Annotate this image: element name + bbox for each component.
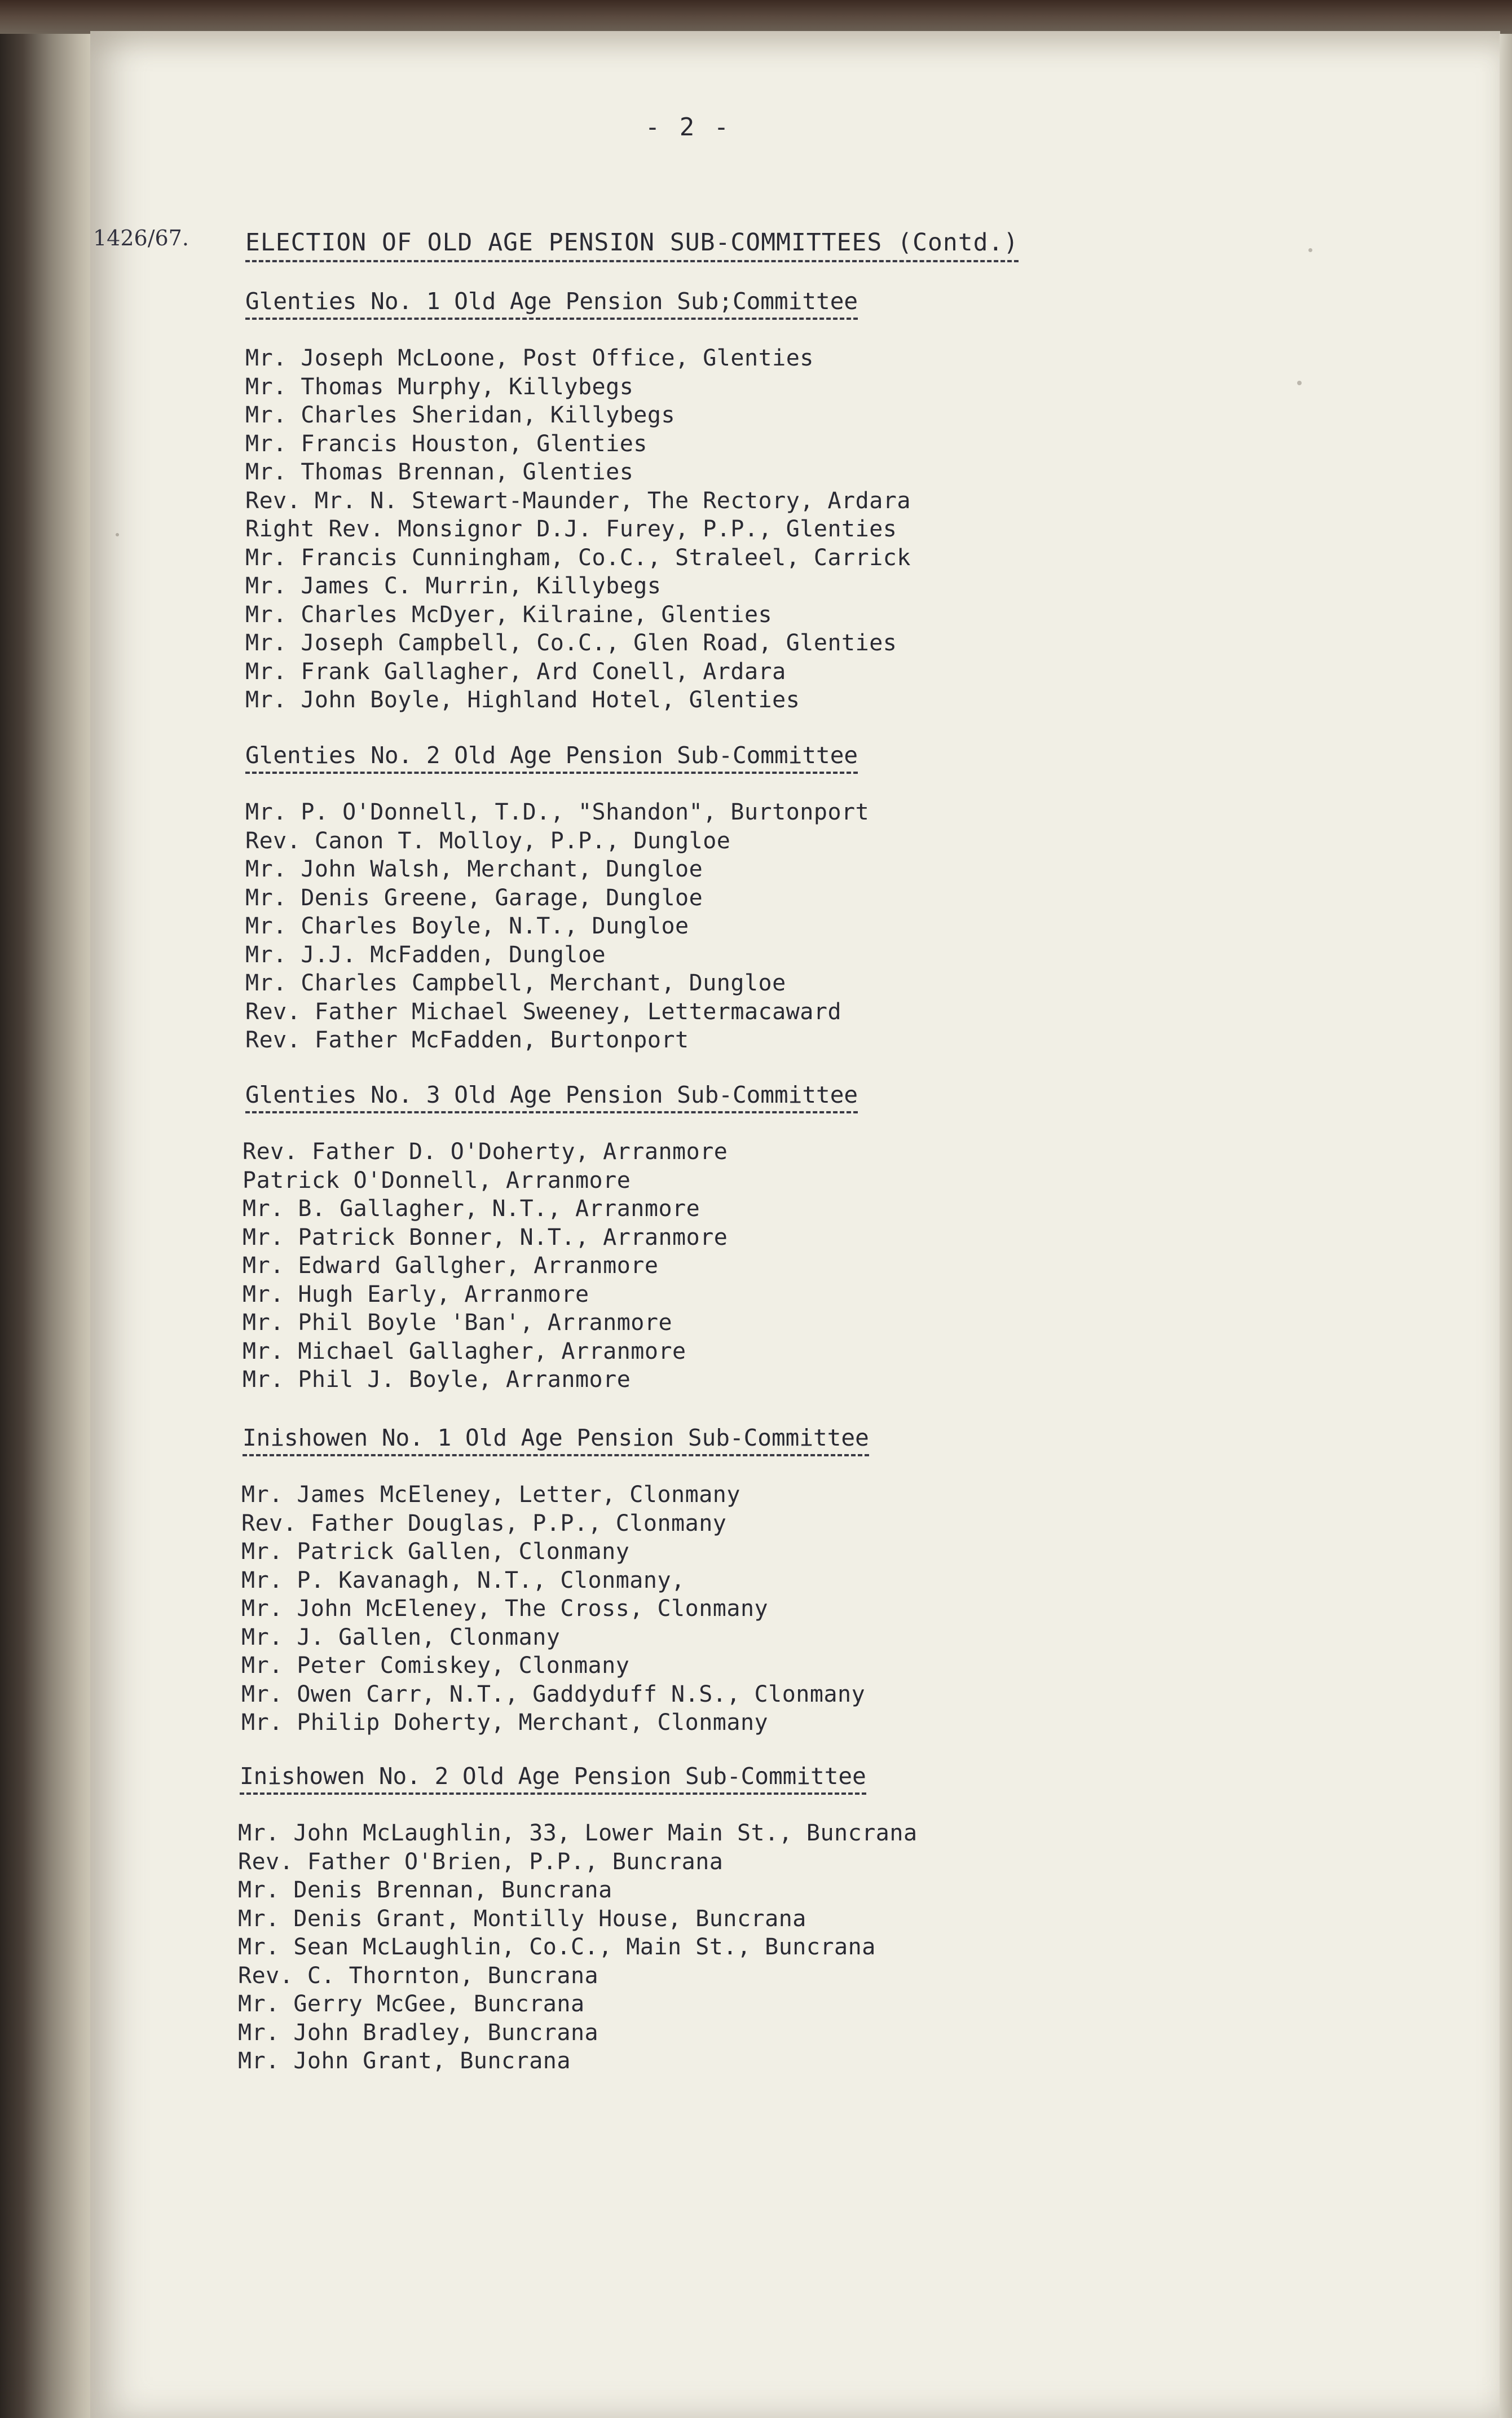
list-item: Mr. Thomas Brennan, Glenties (245, 459, 634, 485)
list-item: Mr. James McEleney, Letter, Clonmany (241, 1482, 740, 1508)
paper-speck (116, 533, 119, 536)
list-item: Rev. Father Douglas, P.P., Clonmany (241, 1510, 727, 1536)
paper-speck (1297, 381, 1302, 385)
section-heading: Inishowen No. 2 Old Age Pension Sub-Committee (240, 1763, 866, 1795)
list-item: Mr. Michael Gallagher, Arranmore (243, 1338, 686, 1364)
list-item: Mr. Philip Doherty, Merchant, Clonmany (241, 1710, 769, 1736)
list-item: Mr. Denis Greene, Garage, Dungloe (245, 884, 703, 911)
list-item: Mr. Hugh Early, Arranmore (243, 1281, 589, 1307)
list-item: Mr. Phil Boyle 'Ban', Arranmore (243, 1310, 673, 1336)
member-list (241, 1481, 865, 1737)
list-item: Rev. Mr. N. Stewart-Maunder, The Rectory, Ardara (245, 487, 911, 514)
list-item: Mr. P. O'Donnell, T.D., "Shandon", Burtonport (245, 799, 870, 825)
page-number: - 2 - (645, 113, 731, 142)
list-item: Mr. Joseph McLoone, Post Office, Glenties (245, 345, 814, 371)
list-item: Mr. J. Gallen, Clonmany (241, 1624, 561, 1650)
list-item: Mr. P. Kavanagh, N.T., Clonmany, (241, 1567, 685, 1593)
list-item: Mr. Denis Grant, Montilly House, Buncrana (238, 1905, 806, 1932)
list-item: Mr. John McEleney, The Cross, Clonmany (241, 1596, 769, 1622)
list-item: Mr. J.J. McFadden, Dungloe (245, 941, 606, 968)
list-item: Mr. John Bradley, Buncrana (238, 2019, 599, 2046)
list-item: Mr. Charles McDyer, Kilraine, Glenties (245, 601, 773, 628)
binding-top-edge (0, 0, 1512, 34)
list-item: Mr. James C. Murrin, Killybegs (245, 573, 662, 599)
list-item: Mr. Joseph Campbell, Co.C., Glen Road, Glenties (245, 630, 897, 656)
section-heading: Glenties No. 1 Old Age Pension Sub;Committee (245, 288, 858, 320)
list-item: Mr. Francis Houston, Glenties (245, 430, 647, 457)
list-item: Mr. Francis Cunningham, Co.C., Straleel, Carrick (245, 544, 911, 571)
paper-speck (1308, 248, 1312, 252)
list-item: Mr. John Boyle, Highland Hotel, Glenties (245, 687, 800, 713)
list-item: Rev. Father Michael Sweeney, Lettermacaward (245, 998, 842, 1025)
list-item: Mr. John Grant, Buncrana (238, 2048, 571, 2074)
section-heading: Glenties No. 2 Old Age Pension Sub-Committee (245, 742, 858, 774)
list-item: Mr. Edward Gallgher, Arranmore (243, 1253, 659, 1279)
list-item: Mr. Gerry McGee, Buncrana (238, 1991, 585, 2017)
list-item: Mr. B. Gallagher, N.T., Arranmore (243, 1196, 700, 1222)
member-list (243, 1138, 728, 1394)
list-item: Mr. John Walsh, Merchant, Dungloe (245, 856, 703, 882)
member-list (245, 798, 869, 1055)
document-page (90, 31, 1500, 2418)
page-right-edge (1500, 34, 1512, 2418)
list-item: Mr. Denis Brennan, Buncrana (238, 1877, 612, 1903)
list-item: Mr. Thomas Murphy, Killybegs (245, 373, 634, 400)
list-item: Mr. Charles Campbell, Merchant, Dungloe (245, 970, 786, 996)
list-item: Mr. John McLaughlin, 33, Lower Main St., Buncrana (238, 1820, 918, 1846)
list-item: Patrick O'Donnell, Arranmore (243, 1167, 631, 1193)
list-item: Mr. Charles Sheridan, Killybegs (245, 402, 676, 428)
list-item: Mr. Charles Boyle, N.T., Dungloe (245, 913, 689, 939)
list-item: Rev. Father O'Brien, P.P., Buncrana (238, 1848, 724, 1875)
list-item: Rev. Canon T. Molloy, P.P., Dungloe (245, 827, 731, 854)
list-item: Rev. Father McFadden, Burtonport (245, 1027, 689, 1053)
list-item: Mr. Frank Gallagher, Ard Conell, Ardara (245, 658, 786, 685)
document-title: ELECTION OF OLD AGE PENSION SUB-COMMITTEES (Contd.) (245, 228, 1019, 262)
section-heading: Inishowen No. 1 Old Age Pension Sub-Committee (243, 1424, 869, 1456)
list-item: Right Rev. Monsignor D.J. Furey, P.P., Glenties (245, 516, 897, 542)
list-item: Mr. Peter Comiskey, Clonmany (241, 1653, 630, 1679)
list-item: Mr. Patrick Bonner, N.T., Arranmore (243, 1224, 728, 1250)
minute-reference: 1426/67. (93, 226, 189, 250)
list-item: Rev. C. Thornton, Buncrana (238, 1962, 599, 1989)
section-heading: Glenties No. 3 Old Age Pension Sub-Committee (245, 1081, 858, 1113)
list-item: Mr. Patrick Gallen, Clonmany (241, 1539, 630, 1565)
list-item: Mr. Owen Carr, N.T., Gaddyduff N.S., Clonmany (241, 1681, 866, 1707)
list-item: Rev. Father D. O'Doherty, Arranmore (243, 1139, 728, 1165)
member-list (238, 1819, 918, 2076)
list-item: Mr. Sean McLaughlin, Co.C., Main St., Buncrana (238, 1934, 876, 1960)
member-list (245, 344, 911, 715)
list-item: Mr. Phil J. Boyle, Arranmore (243, 1367, 631, 1393)
